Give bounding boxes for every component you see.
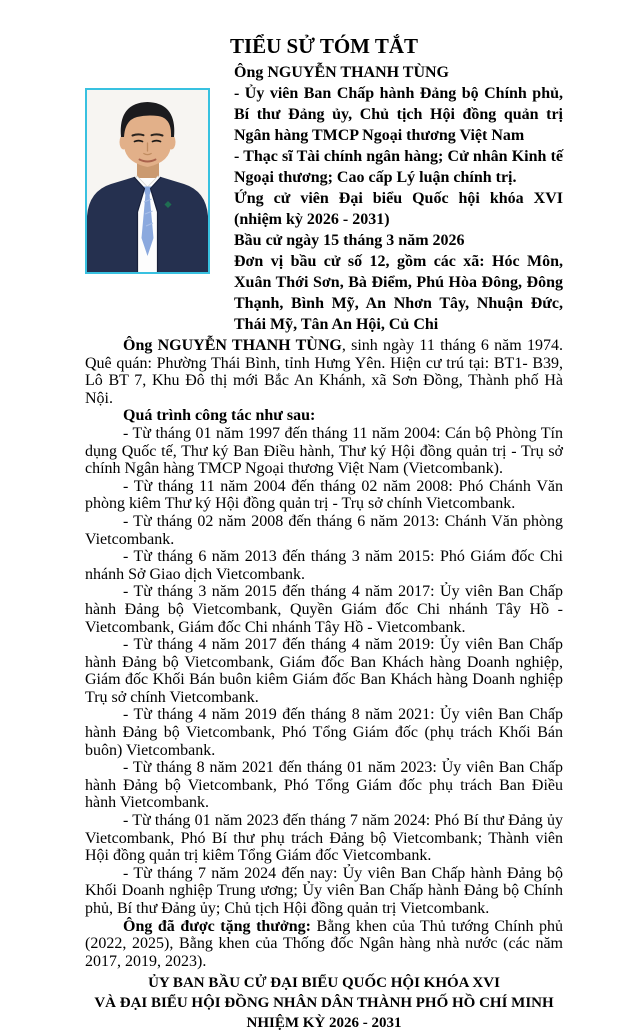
page-title: TIỂU SỬ TÓM TẮT (229, 34, 419, 58)
summary-list (234, 83, 563, 335)
career-item: - Từ tháng 4 năm 2017 đến tháng 4 năm 2019: Ủy viên Ban Chấp hành Đảng bộ Vietcombank, Giám đốc Ban Khách hàng Doanh nghiệp, Giám đốc Khối Bán buôn kiêm Giám đốc Ban Khách hàng Doanh nghiệp Trụ sở chính Vietcombank. (85, 636, 563, 706)
career-item: - Từ tháng 7 năm 2024 đến nay: Ủy viên Ban Chấp hành Đảng bộ Khối Doanh nghiệp Trung ương; Ủy viên Ban Chấp hành Đảng bộ Chính phủ, Bí thư Đảng ủy; Chủ tịch Hội đồng quản trị Vietcombank. (85, 864, 563, 917)
header-section (85, 62, 563, 335)
awards-heading: Ông đã được tặng thưởng: (123, 917, 311, 935)
career-item: - Từ tháng 3 năm 2015 đến tháng 4 năm 2017: Ủy viên Ban Chấp hành Đảng bộ Vietcombank, Quyền Giám đốc Chi nhánh Tây Hồ - Vietcombank, Giám đốc Chi nhánh Tây Hồ - Vietcombank. (85, 583, 563, 636)
intro-text: , sinh ngày 11 tháng 6 năm 1974. Quê quán: Phường Thái Bình, tỉnh Hưng Yên. Hiện cư trú tại: BT1- B39, Lô BT 7, Khu Đô thị mới Bắc An Khánh, xã Sơn Đồng, Thành phố Hà Nội. (85, 337, 564, 407)
awards-text: Bằng khen của Thủ tướng Chính phủ (2022, 2025), Bằng khen của Thống đốc Ngân hàng nhà nước (các năm 2017, 2019, 2023). (85, 917, 564, 970)
summary-line: Ứng cử viên Đại biểu Quốc hội khóa XVI (nhiệm kỳ 2026 - 2031) (234, 190, 563, 228)
intro-paragraph (85, 337, 563, 407)
summary-line: - Thạc sĩ Tài chính ngân hàng; Cử nhân Kinh tế Ngoại thương; Cao cấp Lý luận chính trị. (234, 148, 563, 186)
footer-line: ỦY BAN BẦU CỬ ĐẠI BIỂU QUỐC HỘI KHÓA XVI (148, 975, 500, 992)
summary-line: Bầu cử ngày 15 tháng 3 năm 2026 (234, 232, 465, 249)
career-item: - Từ tháng 01 năm 2023 đến tháng 7 năm 2024: Phó Bí thư Đảng ủy Vietcombank, Phó Bí thư phụ trách Đảng bộ Vietcombank; Thành viên Hội đồng quản trị kiêm Tổng Giám đốc Vietcombank. (85, 812, 563, 865)
awards-paragraph (85, 918, 563, 971)
career-item: - Từ tháng 6 năm 2013 đến tháng 3 năm 2015: Phó Giám đốc Chi nhánh Sở Giao dịch Vietcombank. (85, 548, 563, 583)
footer-section (85, 973, 563, 1033)
summary-line: Đơn vị bầu cử số 12, gồm các xã: Hóc Môn, Xuân Thới Sơn, Bà Điểm, Phú Hòa Đông, Đông Thạnh, Bình Mỹ, An Nhơn Tây, Nhuận Đức, Thái Mỹ, Tân An Hội, Củ Chi (234, 253, 563, 333)
career-item: - Từ tháng 4 năm 2019 đến tháng 8 năm 2021: Ủy viên Ban Chấp hành Đảng bộ Vietcombank, Phó Tổng Giám đốc (phụ trách Khối Bán buôn) Vietcombank. (85, 706, 563, 759)
candidate-name-heading: Ông NGUYỄN THANH TÙNG (234, 64, 449, 81)
portrait-illustration (87, 90, 208, 272)
summary-line: - Ủy viên Ban Chấp hành Đảng bộ Chính phủ, Bí thư Đảng ủy, Chủ tịch Hội đồng quản trị Ngân hàng TMCP Ngoại thương Việt Nam (234, 85, 563, 144)
career-item: - Từ tháng 11 năm 2004 đến tháng 02 năm 2008: Phó Chánh Văn phòng kiêm Thư ký Hội đồng quản trị - Trụ sở chính Vietcombank. (85, 477, 563, 513)
biography-section (85, 337, 563, 970)
footer-line: VÀ ĐẠI BIỂU HỘI ĐỒNG NHÂN DÂN THÀNH PHỐ HỒ CHÍ MINH (94, 995, 554, 1012)
footer-line: NHIỆM KỲ 2026 - 2031 (246, 1015, 402, 1032)
candidate-photo (85, 88, 210, 274)
career-item: - Từ tháng 8 năm 2021 đến tháng 01 năm 2023: Ủy viên Ban Chấp hành Đảng bộ Vietcombank, Phó Tổng Giám đốc phụ trách Ban Điều hành Vietcombank. (85, 759, 563, 812)
career-list (85, 425, 563, 918)
candidate-summary (234, 62, 563, 335)
career-heading: Quá trình công tác như sau: (123, 407, 316, 425)
career-heading-paragraph (85, 407, 563, 425)
career-item: - Từ tháng 02 năm 2008 đến tháng 6 năm 2013: Chánh Văn phòng Vietcombank. (85, 512, 563, 548)
footer-lines (85, 973, 563, 1033)
career-item: - Từ tháng 01 năm 1997 đến tháng 11 năm 2004: Cán bộ Phòng Tín dụng Quốc tế, Thư ký Ban Điều hành, Thư ký Hội đồng quản trị - Trụ sở chính Ngân hàng TMCP Ngoại thương Việt Nam (Vietcombank). (85, 424, 563, 478)
candidate-name-inline: Ông NGUYỄN THANH TÙNG (123, 337, 342, 354)
